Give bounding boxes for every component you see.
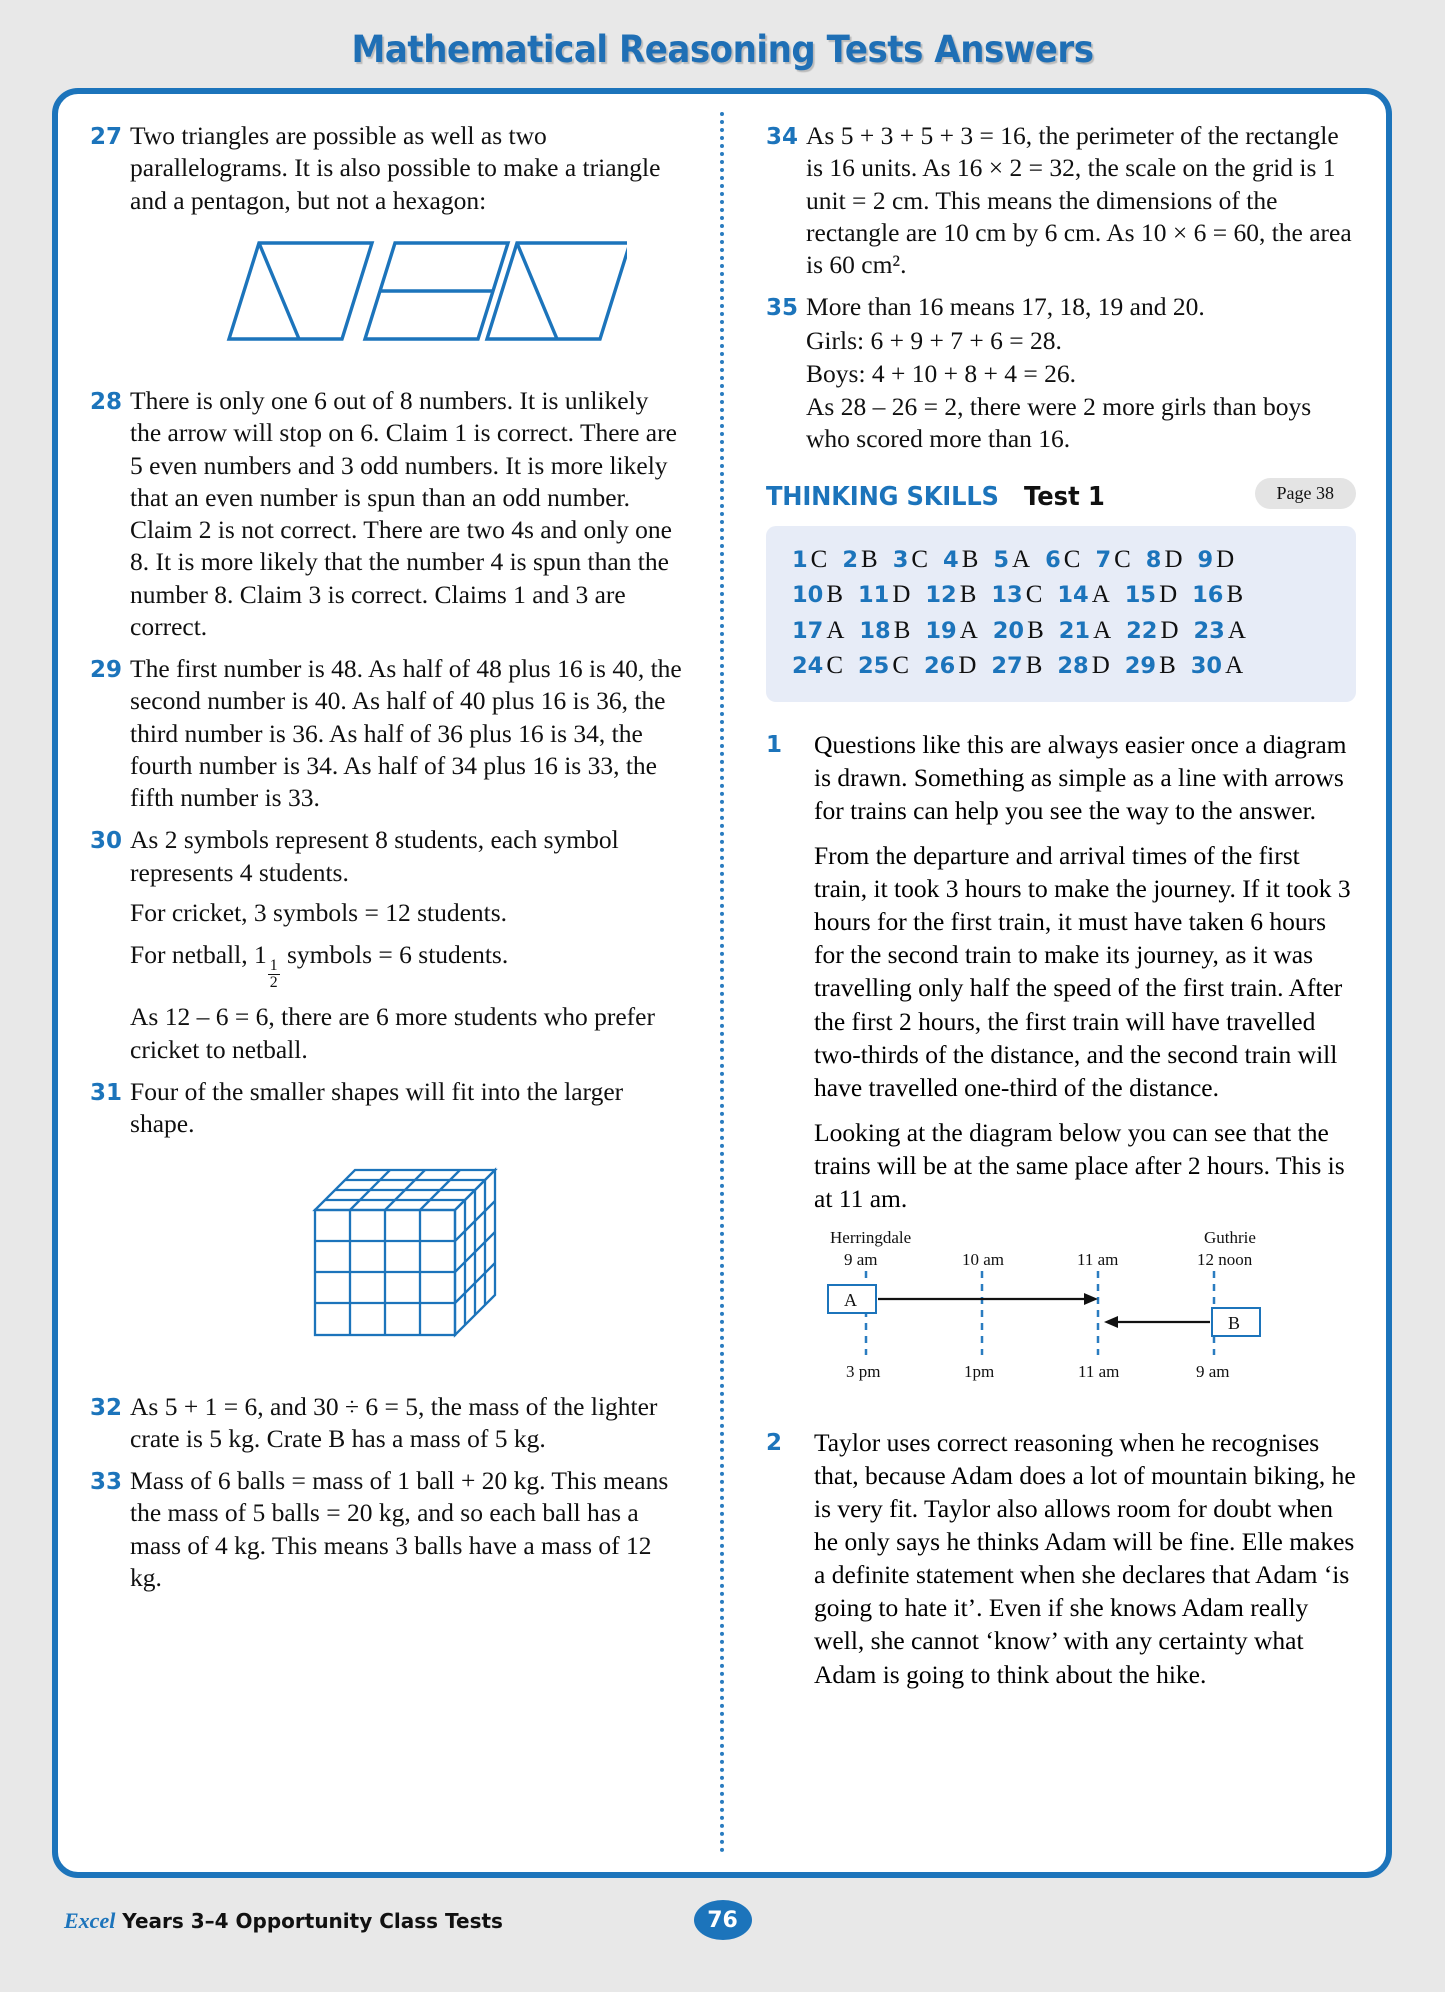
explanation-number: 2 (766, 1429, 783, 1456)
question-number: 26 (924, 653, 956, 679)
page-title: Mathematical Reasoning Tests Answers (351, 28, 1094, 71)
train-a-label: A (844, 1290, 857, 1311)
question-number: 30 (1190, 653, 1223, 679)
fraction-prefix: For netball, 1 (130, 940, 267, 969)
train-diagram-figure (822, 1227, 1356, 1395)
left-station-label: Herringdale (830, 1228, 912, 1248)
question-number: 9 (1197, 546, 1214, 573)
explanation-item-2 (766, 1426, 1356, 1691)
left-column (58, 94, 722, 1872)
parallelogram-shapes-icon (187, 229, 627, 347)
top-time-label-2: 11 am (1077, 1250, 1119, 1270)
footer-brand (64, 1908, 503, 1934)
question-number: 14 (1057, 582, 1089, 608)
one-half-fraction (268, 958, 280, 991)
answer-value: C (1114, 545, 1131, 573)
train-journey-diagram-icon (822, 1227, 1292, 1387)
answer-value: B (961, 545, 979, 573)
answer-item-28 (90, 385, 684, 643)
question-number: 6 (1045, 546, 1061, 573)
page-reference-badge: Page 38 (1255, 478, 1357, 509)
answer-text: As 5 + 3 + 5 + 3 = 16, the perimeter of the rectangle is 16 units. As 16 × 2 = 32, the scale on the grid is 1 unit = 2 cm. This means the dimensions of the rectangle are 10 cm by 6 cm. As 10 × 6 = 60, the area is 60 cm². (806, 121, 1352, 279)
answer-number: 27 (90, 124, 123, 150)
answer-text: There is only one 6 out of 8 numbers. It is unlikely the arrow will stop on 6. Claim 1 is correct. There are 5 even numbers and 3 odd numbers. It is more likely that an even number is spun than an odd number. Claim 2 is not correct. There are two 4s and only one 8. It is more likely that the number 4 is spun than the number 8. Claim 3 is correct. Claims 1 and 3 are correct. (130, 386, 677, 641)
answer-value: C (1025, 581, 1043, 608)
right-column (722, 94, 1386, 1872)
answer-value: B (1025, 652, 1043, 679)
top-time-label-1: 10 am (962, 1250, 1005, 1270)
answer-value: D (1091, 652, 1110, 679)
answer-value: B (893, 616, 911, 644)
question-number: 11 (858, 582, 890, 608)
answer-text: As 2 symbols represent 8 students, each symbol represents 4 students. (130, 825, 619, 887)
answer-number: 30 (90, 828, 123, 855)
answer-item-27 (90, 120, 684, 375)
answer-value: A (1093, 616, 1112, 644)
explanation-text: Taylor uses correct reasoning when he recognises that, because Adam does a lot of mountain biking, he is very fit. Taylor also allows room for doubt when he only says he thinks Adam will be fine. Elle makes a definite statement when she declares that Adam ‘is going to hate it’. Even if she knows Adam really well, she cannot ‘know’ with any certainty what Adam is going to think about the hike. (814, 1427, 1356, 1689)
explanation-text: Questions like this are always easier once a diagram is drawn. Something as simple as a line with arrows for trains can help you see the way to the answer. (814, 729, 1347, 825)
answer-value: B (1226, 581, 1244, 608)
question-number: 28 (1057, 653, 1089, 679)
bottom-time-label-0: 3 pm (846, 1362, 881, 1382)
answer-item-32 (90, 1391, 684, 1456)
answer-item-35 (766, 291, 1356, 455)
question-number: 2 (842, 546, 858, 573)
answer-number: 31 (90, 1079, 123, 1106)
answers-row (792, 648, 1334, 684)
explanation-number: 1 (766, 731, 783, 758)
train-b-label: B (1228, 1313, 1241, 1334)
answer-text: More than 16 means 17, 18, 19 and 20. (806, 292, 1205, 322)
bottom-time-label-2: 11 am (1078, 1362, 1120, 1382)
question-number: 7 (1095, 546, 1112, 573)
answer-number: 29 (90, 657, 123, 683)
parallelogram-shapes-figure (130, 229, 684, 355)
answer-item-31 (90, 1076, 684, 1381)
explanation-text: From the departure and arrival times of the first train, it took 3 hours to make the journey. If it took 3 hours for the first train, it must have taken 6 hours for the second train to make its journey, as it was travelling only half the speed of the first train. After the first 2 hours, the first train will have travelled two-thirds of the distance, and the second train will have travelled one-third of the distance. (814, 840, 1351, 1102)
answer-value: A (1227, 616, 1246, 644)
answer-number: 34 (766, 124, 799, 150)
question-number: 5 (993, 546, 1010, 573)
answer-value: C (892, 652, 909, 679)
answer-value: B (959, 581, 977, 608)
answer-value: A (1225, 652, 1244, 679)
answer-text: Mass of 6 balls = mass of 1 ball + 20 kg. This means the mass of 5 balls = 20 kg, and so each ball has a mass of 4 kg. This means 3 balls have a mass of 12 kg. (130, 1466, 669, 1592)
answer-text: As 28 – 26 = 2, there were 2 more girls than boys who scored more than 16. (806, 392, 1312, 454)
question-number: 27 (991, 653, 1023, 679)
answer-number: 28 (90, 389, 123, 415)
question-number: 22 (1126, 617, 1158, 644)
question-number: 25 (858, 653, 890, 679)
answer-item-30 (90, 824, 684, 1066)
answer-text: Two triangles are possible as well as two parallelograms. It is also possible to make a triangle and a pentagon, but not a hexagon: (130, 121, 661, 215)
answer-value: D (1164, 545, 1183, 573)
answer-text: The first number is 48. As half of 48 plus 16 is 40, the second number is 40. As half of 40 plus 16 is 36, the third number is 36. As half of 36 plus 16 is 34, the fourth number is 34. As half of 34 plus 16 is 33, the fifth number is 33. (130, 654, 682, 812)
bottom-time-label-3: 9 am (1196, 1362, 1230, 1382)
answer-text: For cricket, 3 symbols = 12 students. (130, 897, 508, 927)
question-number: 18 (859, 617, 891, 644)
right-station-label: Guthrie (1204, 1228, 1256, 1248)
question-number: 8 (1145, 546, 1162, 573)
answer-text: Boys: 4 + 10 + 8 + 4 = 26. (806, 358, 1077, 388)
content-frame (52, 88, 1392, 1878)
answer-value: D (958, 652, 977, 679)
answer-item-34 (766, 120, 1356, 281)
answer-text: As 12 – 6 = 6, there are 6 more students who prefer cricket to netball. (130, 1002, 655, 1064)
question-number: 15 (1124, 582, 1157, 608)
answer-item-33 (90, 1465, 684, 1594)
answer-value: C (826, 652, 843, 679)
footer-brand-excel: Excel (64, 1908, 116, 1933)
page-footer (52, 1900, 1393, 1948)
question-number: 23 (1193, 617, 1225, 644)
cube-diagram-icon (297, 1152, 517, 1352)
answer-value: C (911, 545, 929, 573)
answer-item-29 (90, 653, 684, 814)
question-number: 19 (925, 617, 957, 644)
answer-value: A (1012, 545, 1031, 573)
top-time-label-3: 12 noon (1197, 1250, 1253, 1270)
answers-row (792, 577, 1334, 613)
answer-value: B (1027, 616, 1044, 644)
footer-brand-rest: Years 3–4 Opportunity Class Tests (115, 1909, 503, 1933)
answer-value: C (1063, 545, 1081, 573)
question-number: 16 (1192, 582, 1224, 608)
question-number: 1 (792, 546, 808, 573)
answer-value: B (861, 545, 878, 573)
question-number: 4 (943, 546, 959, 573)
answer-text: Four of the smaller shapes will fit into the larger shape. (130, 1076, 624, 1139)
fraction-denominator: 2 (269, 974, 278, 992)
explanation-text: Looking at the diagram below you can see that the trains will be at the same place after 2 hours. This is at 11 am. (814, 1118, 1345, 1214)
question-number: 12 (925, 582, 957, 608)
fraction-numerator: 1 (269, 957, 278, 975)
answer-number: 33 (90, 1469, 123, 1496)
netball-fraction-line (130, 939, 684, 991)
question-number: 17 (792, 617, 824, 644)
bottom-time-label-1: 1pm (964, 1362, 995, 1382)
answers-key-box (766, 526, 1356, 702)
answer-value: D (1160, 616, 1179, 644)
answer-value: D (892, 581, 911, 608)
answer-number: 35 (766, 295, 799, 322)
answer-text: Girls: 6 + 9 + 7 + 6 = 28. (806, 325, 1062, 355)
question-number: 29 (1124, 653, 1157, 679)
answer-value: A (826, 616, 845, 644)
answer-value: D (1216, 545, 1235, 573)
answer-value: A (1091, 581, 1110, 608)
page-number-badge: 76 (694, 1900, 752, 1940)
answer-value: C (810, 545, 828, 573)
answer-value: D (1159, 581, 1178, 608)
fraction-suffix: symbols = 6 students. (280, 940, 509, 969)
question-number: 24 (792, 653, 824, 679)
question-number: 10 (792, 582, 824, 608)
top-time-label-0: 9 am (844, 1250, 878, 1270)
answer-number: 32 (90, 1394, 123, 1421)
answer-value: B (1159, 652, 1176, 679)
answer-text: As 5 + 1 = 6, and 30 ÷ 6 = 5, the mass of the lighter crate is 5 kg. Crate B has a mass of 5 kg. (130, 1391, 658, 1453)
cube-diagram-figure (130, 1152, 684, 1360)
question-number: 13 (991, 582, 1023, 608)
section-kicker: THINKING SKILLS (766, 481, 999, 512)
section-test-name: Test 1 (1024, 481, 1106, 512)
question-number: 20 (992, 617, 1025, 644)
explanation-item-1 (766, 728, 1356, 1414)
answer-value: B (826, 581, 843, 608)
question-number: 3 (892, 546, 909, 573)
answers-row (792, 542, 1334, 578)
section-heading-thinking-skills (766, 482, 1356, 512)
question-number: 21 (1058, 617, 1091, 644)
answers-row (792, 613, 1334, 649)
answer-value: A (959, 616, 978, 644)
